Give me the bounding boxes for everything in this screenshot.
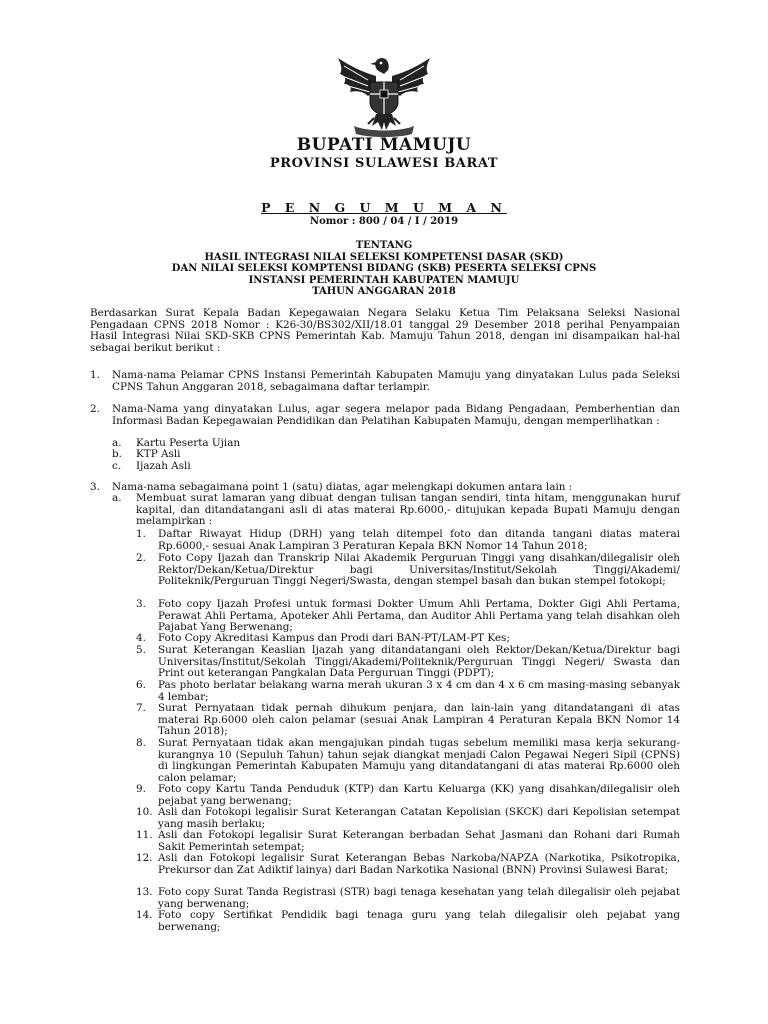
sub-label: b.	[112, 448, 122, 460]
doc-text: Foto Copy Ijazah dan Transkrip Nilai Akademik Perguruan Tinggi yang disahkan/dilegalisir oleh Rektor/Dekan/Ketua/Direktur bagi Universitas/Institut/Sekolah Tinggi/Akademi/ Politeknik/Perguruan Tinggi Negeri/Swasta, dengan stempel basah dan bukan stempel fotokopi;	[158, 552, 680, 587]
subject-line: TENTANG	[355, 240, 413, 251]
regent-title: BUPATI MAMUJU	[296, 135, 472, 155]
doc-text: Surat Keterangan Keaslian Ijazah yang ditandatangani oleh Rektor/Dekan/Ketua/Direktur bagi Universitas/Institut/Sekolah Tinggi/Akademi/Politeknik/Perguruan Tinggi Negeri/ Swasta dan Print out keterangan Pangkalan Data Perguruan Tinggi (PDPT);	[158, 644, 680, 679]
item-number: 2.	[90, 403, 100, 415]
province-subtitle: PROVINSI SULAWESI BARAT	[269, 156, 499, 171]
doc-number: 3.	[136, 598, 146, 610]
intro-paragraph: Berdasarkan Surat Kepala Badan Kepegawaian Negara Selaku Ketua Tim Pelaksana Seleksi Nasional Pengadaan CPNS 2018 Nomor : K26-30/BS302/XII/18.01 tanggal 29 Desember 2018 perihal Penyampaian Hasil Integrasi Nilai SKD-SKB CPNS Pemerintah Kab. Mamuju Tahun 2018, dengan ini disampaikan hal-hal sebagai berikut berikut :	[90, 307, 680, 354]
doc-text: Asli dan Fotokopi legalisir Surat Keterangan Catatan Kepolisian (SKCK) dari Kepolisian setempat yang masih berlaku;	[158, 806, 680, 830]
doc-text: Pas photo berlatar belakang warna merah ukuran 3 x 4 cm dan 4 x 6 cm masing-masing sebanyak 4 lembar;	[158, 679, 680, 703]
doc-number: 7.	[136, 702, 146, 714]
item-text: Nama-nama Pelamar CPNS Instansi Pemerintah Kabupaten Mamuju yang dinyatakan Lulus pada Seleksi CPNS Tahun Anggaran 2018, sebagaimana daftar terlampir.	[112, 369, 680, 393]
subject-line: DAN NILAI SELEKSI KOMPTENSI BIDANG (SKB) PESERTA SELEKSI CPNS	[171, 263, 597, 274]
item-number: 1.	[90, 369, 100, 381]
sub-label: a.	[112, 492, 122, 504]
doc-number: 1.	[136, 528, 146, 540]
doc-number: 2.	[136, 552, 146, 564]
doc-number: 8.	[136, 737, 146, 749]
doc-text: Foto copy Sertifikat Pendidik bagi tenaga guru yang telah dilegalisir oleh pejabat yang berwenang;	[158, 909, 680, 933]
garuda-emblem-icon	[332, 52, 436, 138]
doc-number: 11.	[136, 829, 153, 841]
doc-number: 6.	[136, 679, 146, 691]
sub-label: a.	[112, 437, 122, 449]
subject-block	[0, 240, 768, 298]
doc-text: Daftar Riwayat Hidup (DRH) yang telah ditempel foto dan ditanda tangani diatas materai Rp.6000,- sesuai Anak Lampiran 3 Peraturan Kepala BKN Nomor 14 Tahun 2018;	[158, 528, 680, 552]
item-text: Nama-Nama yang dinyatakan Lulus, agar segera melapor pada Bidang Pengadaan, Pemberhentian dan Informasi Badan Kepegawaian Pendidikan dan Pelatihan Kabupaten Mamuju, dengan memperlihatkan :	[112, 403, 680, 427]
item-number: 3.	[90, 481, 100, 493]
sub-text: KTP Asli	[136, 448, 181, 460]
doc-text: Foto copy Kartu Tanda Penduduk (KTP) dan Kartu Keluarga (KK) yang disahkan/dilegalisir oleh pejabat yang berwenang;	[158, 783, 680, 807]
sub-text: Ijazah Asli	[136, 460, 191, 472]
doc-number: 10.	[136, 806, 153, 818]
subject-line: TAHUN ANGGARAN 2018	[312, 286, 456, 297]
doc-number: 13.	[136, 886, 153, 898]
doc-number: 12.	[136, 852, 153, 864]
subject-line: INSTANSI PEMERINTAH KABUPATEN MAMUJU	[248, 274, 520, 286]
doc-text: Asli dan Fotokopi legalisir Surat Keterangan Bebas Narkoba/NAPZA (Narkotika, Psikotropika, Prekursor dan Zat Adiktif lainya) dari Badan Narkotika Nasional (BNN) Provinsi Sulawesi Barat;	[158, 852, 680, 876]
sub-text: Membuat surat lamaran yang dibuat dengan tulisan tangan sendiri, tinta hitam, menggunakan huruf kapital, dan ditandatangani asli di atas materai Rp.6000,- ditujukan kepada Bupati Mamuju dengan melampirkan :	[136, 492, 680, 527]
sub-text: Kartu Peserta Ujian	[136, 437, 241, 449]
doc-text: Surat Pernyataan tidak pernah dihukum penjara, dan lain-lain yang ditandatangani di atas materai Rp.6000 oleh calon pelamar (sesuai Anak Lampiran 4 Peraturan Kepala BKN Nomor 14 Tahun 2018);	[158, 702, 680, 737]
doc-text: Foto copy Surat Tanda Registrasi (STR) bagi tenaga kesehatan yang telah dilegalisir oleh pejabat yang berwenang;	[158, 886, 680, 910]
sub-label: c.	[112, 460, 122, 472]
doc-text: Surat Pernyataan tidak akan mengajukan pindah tugas sebelum memiliki masa kerja sekurang-kurangnya 10 (Sepuluh Tahun) tahun sejak diangkat menjadi Calon Pegawai Negeri Sipil (CPNS) di lingkungan Pemerintah Kabupaten Mamuju yang ditandatangani di atas materai Rp.6000 oleh calon pelamar;	[158, 737, 680, 784]
doc-text: Foto Copy Akreditasi Kampus dan Prodi dari BAN-PT/LAM-PT Kes;	[158, 632, 510, 644]
item-text: Nama-nama sebagaimana point 1 (satu) diatas, agar melengkapi dokumen antara lain :	[112, 481, 573, 493]
doc-text: Asli dan Fotokopi legalisir Surat Keterangan berbadan Sehat Jasmani dan Rohani dari Rumah Sakit Pemerintah setempat;	[158, 829, 680, 853]
announcement-number: Nomor : 800 / 04 / I / 2019	[309, 216, 459, 227]
doc-text: Foto copy Ijazah Profesi untuk formasi Dokter Umum Ahli Pertama, Dokter Gigi Ahli Pertama, Perawat Ahli Pertama, Apoteker Ahli Pertama, dan Auditor Ahli Pertama yang telah disahkan oleh Pajabat Yang Berwenang;	[158, 598, 680, 633]
doc-number: 14.	[136, 909, 153, 921]
doc-number: 9.	[136, 783, 146, 795]
subject-line: HASIL INTEGRASI NILAI SELEKSI KOMPETENSI DASAR (SKD)	[204, 251, 564, 263]
doc-number: 4.	[136, 632, 146, 644]
announcement-heading: P E N G U M U M A N	[261, 200, 507, 215]
doc-number: 5.	[136, 644, 146, 656]
